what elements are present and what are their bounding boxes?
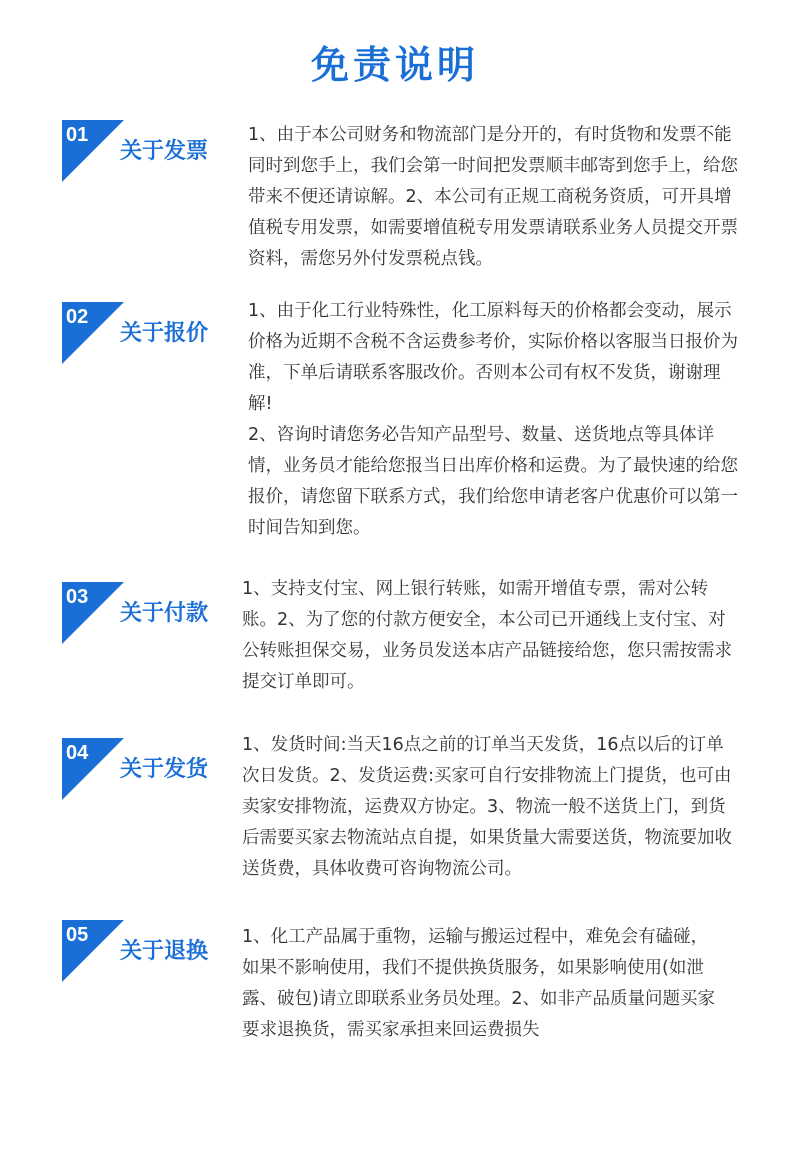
section-paragraph: 1、支持支付宝、网上银行转账，如需开增值专票，需对公转账。2、为了您的付款方便安全，本公司已开通线上支付宝、对公转账担保交易，业务员发送本店产品链接给您，您只需按需求提交订单即可。 (242, 579, 732, 692)
section-body (242, 730, 734, 885)
section-number: 04 (66, 742, 89, 764)
section-number: 03 (66, 586, 89, 608)
section-body (248, 120, 738, 275)
section-body (242, 922, 720, 1046)
section-body (248, 296, 738, 544)
section-number: 02 (66, 306, 89, 328)
section-heading: 关于付款 (120, 601, 209, 626)
section-paragraph: 1、由于本公司财务和物流部门是分开的，有时货物和发票不能同时到您手上，我们会第一时间把发票顺丰邮寄到您手上，给您带来不便还请谅解。2、本公司有正规工商税务资质，可开具增值税专用发票，如需要增值税专用发票请联系业务人员提交开票资料，需您另外付发票税点钱。 (248, 125, 738, 269)
section-paragraph: 1、化工产品属于重物，运输与搬运过程中，难免会有磕碰，如果不影响使用，我们不提供换货服务，如果影响使用(如泄露、破包)请立即联系业务员处理。2、如非产品质量问题买家要求退换货，需买家承担来回运费损失 (242, 927, 715, 1040)
section-number: 01 (66, 124, 89, 146)
section-paragraph: 2、咨询时请您务必告知产品型号、数量、送货地点等具体详情，业务员才能给您报当日出库价格和运费。为了最快速的给您报价，请您留下联系方式，我们给您申请老客户优惠价可以第一时间告知到您。 (248, 425, 738, 538)
section-number: 05 (66, 924, 89, 946)
page-title: 免责说明 (310, 43, 479, 87)
section-paragraph: 1、由于化工行业特殊性，化工原料每天的价格都会变动，展示价格为近期不含税不含运费参考价，实际价格以客服当日报价为准，下单后请联系客服改价。否则本公司有权不发货，谢谢理解! (248, 301, 738, 414)
section-heading: 关于发票 (120, 139, 209, 164)
section-heading: 关于退换 (120, 939, 209, 964)
section-heading: 关于发货 (120, 757, 209, 782)
section-body (242, 574, 734, 698)
section-heading: 关于报价 (120, 321, 209, 346)
section-paragraph: 1、发货时间:当天16点之前的订单当天发货，16点以后的订单次日发货。2、发货运费:买家可自行安排物流上门提货，也可由卖家安排物流，运费双方协定。3、物流一般不送货上门，到货后需要买家去物流站点自提，如果货量大需要送货，物流要加收送货费，具体收费可咨询物流公司。 (242, 735, 732, 879)
